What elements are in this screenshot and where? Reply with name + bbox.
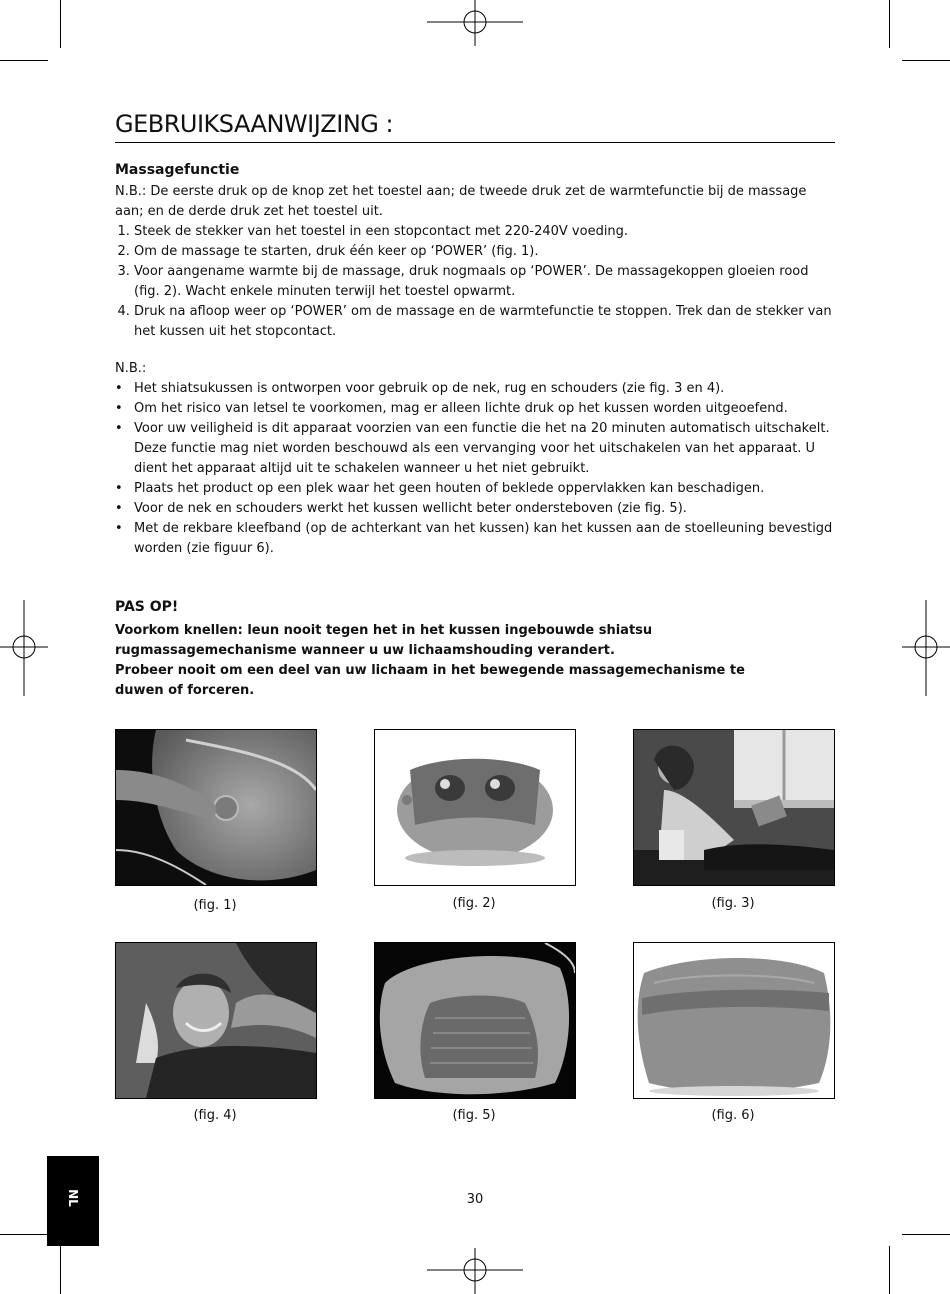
note-item: • Met de rekbare kleefband (op de achterkant van het kussen) kan het kussen aan de stoelleuning bevestigd worden (zie figuur 6). [115, 519, 837, 559]
step-item: 3. Voor aangename warmte bij de massage, druk nogmaals op ‘POWER’. De massagekoppen gloeien rood (fig. 2). Wacht enkele minuten terwijl het toestel opwarmt. [134, 262, 837, 302]
language-tab-label: NL [66, 1189, 80, 1207]
crop-mark [0, 1234, 48, 1235]
crop-mark [0, 60, 48, 61]
note-item: • Voor uw veiligheid is dit apparaat voorzien van een functie die het na 20 minuten automatisch uitschakelt. Deze functie mag niet worden beschouwd als een vervanging voor het uitschakelen van het apparaat. U dient het apparaat altijd uit te schakelen wanneer u het niet gebruikt. [115, 419, 837, 479]
notes-label: N.B.: [115, 361, 147, 376]
massage-section [115, 160, 837, 342]
figure-4-image [115, 942, 317, 1099]
registration-mark-right [902, 600, 950, 696]
crop-mark [889, 1246, 890, 1294]
figure-2-image [374, 729, 576, 886]
figure-3-caption: (fig. 3) [711, 896, 755, 911]
warning-section [115, 597, 837, 701]
crop-mark [902, 60, 950, 61]
warning-line-2: Probeer nooit om een deel van uw lichaam in het bewegende massagemechanisme te duwen of forceren. [115, 663, 745, 698]
crop-mark [60, 0, 61, 48]
figure-6-caption: (fig. 6) [711, 1108, 755, 1123]
figure-6-image [633, 942, 835, 1099]
figure-2-caption: (fig. 2) [452, 896, 496, 911]
crop-mark [889, 0, 890, 48]
page-title: GEBRUIKSAANWIJZING : [115, 110, 835, 143]
note-item: • Voor de nek en schouders werkt het kussen wellicht beter ondersteboven (zie fig. 5). [115, 499, 837, 519]
figure-5-image [374, 942, 576, 1099]
registration-mark-left [0, 600, 48, 696]
note-item: • Plaats het product op een plek waar het geen houten of beklede oppervlakken kan beschadigen. [115, 479, 837, 499]
crop-mark [60, 1246, 61, 1294]
massage-intro: N.B.: De eerste druk op de knop zet het toestel aan; de tweede druk zet de warmtefunctie bij de massage aan; en de derde druk zet het toestel uit. [115, 184, 807, 219]
step-item: 2. Om de massage te starten, druk één keer op ‘POWER’ (fig. 1). [134, 242, 837, 262]
warning-line-1: Voorkom knellen: leun nooit tegen het in het kussen ingebouwde shiatsu rugmassagemechanisme wanneer u uw lichaamshouding verandert. [115, 623, 653, 658]
notes-list [115, 379, 837, 559]
page-number: 30 [466, 1192, 484, 1207]
figure-1-image [115, 729, 317, 886]
note-item: • Het shiatsukussen is ontworpen voor gebruik op de nek, rug en schouders (zie fig. 3 en 4). [115, 379, 837, 399]
crop-mark [902, 1234, 950, 1235]
figure-5-caption: (fig. 5) [452, 1108, 496, 1123]
note-item: • Om het risico van letsel te voorkomen, mag er alleen lichte druk op het kussen worden uitgeoefend. [115, 399, 837, 419]
step-item: 4. Druk na afloop weer op ‘POWER’ om de massage en de warmtefunctie te stoppen. Trek dan de stekker van het kussen uit het stopcontact. [134, 302, 837, 342]
step-item: 1. Steek de stekker van het toestel in een stopcontact met 220-240V voeding. [134, 222, 837, 242]
figure-3-image [633, 729, 835, 886]
massage-heading: Massagefunctie [115, 162, 240, 178]
registration-mark-bottom [427, 1248, 523, 1294]
figure-4-caption: (fig. 4) [193, 1108, 237, 1123]
massage-steps [115, 222, 837, 342]
language-tab [47, 1156, 99, 1246]
warning-heading: PAS OP! [115, 599, 179, 615]
registration-mark-top [427, 0, 523, 46]
notes-section [115, 359, 837, 559]
figure-1-caption: (fig. 1) [193, 898, 237, 913]
